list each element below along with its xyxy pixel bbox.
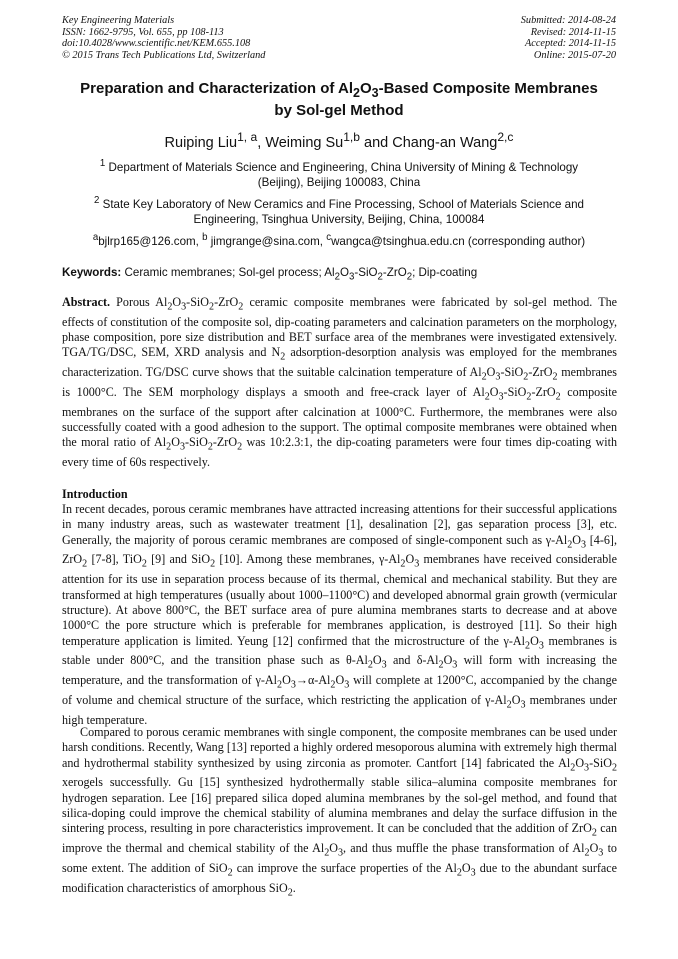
body-text: [10]. Among these membranes, γ-Al: [215, 552, 401, 567]
body-text: [4-6], ZrO: [62, 532, 617, 567]
keywords-text: -ZrO: [382, 266, 407, 279]
email-link[interactable]: bjlrp165@126.com,: [98, 234, 203, 248]
subscript: 2: [330, 679, 336, 691]
subscript: 2: [591, 827, 597, 839]
abstract-text: -ZrO: [212, 435, 238, 450]
keywords-label: Keywords:: [62, 266, 122, 279]
body-text: will form with increasing the temperature, and the transformation of γ-Al: [62, 653, 617, 688]
keywords-text: O: [339, 266, 349, 279]
subscript: 3: [348, 271, 355, 283]
abstract-text: -SiO: [184, 435, 208, 450]
subscript: 3: [538, 639, 544, 651]
body-text: O: [461, 860, 471, 875]
body-text: O: [372, 653, 382, 668]
abstract-text: O: [172, 295, 182, 309]
subscript: 2: [167, 301, 173, 313]
subscript: 2: [82, 558, 88, 570]
abstract-text: -SiO: [186, 295, 210, 309]
body-text: O: [405, 552, 415, 567]
author-name: Ruiping Liu: [164, 134, 238, 151]
introduction-paragraph-2: [62, 725, 617, 900]
subscript: 3: [452, 659, 458, 671]
subscript: 2: [523, 371, 529, 383]
abstract-label: Abstract.: [62, 295, 111, 309]
journal-name: Key Engineering Materials: [62, 15, 175, 26]
abstract-text: ceramic composite membranes were fabricated by sol-gel method. The effects of constitution of the composite sol, dip-coating parameters and calcination parameters on the morphology, phase composition, pore size distribution and BET surface area of the membranes were investigated extensively. TGA/TG/DSC, SEM, XRD analysis and N: [62, 295, 617, 360]
abstract-text: O: [486, 365, 496, 380]
abstract-text: composite membranes on the surface of the support after calcination at 1000°C. Furthermore, the membranes were also successfully coated with a good adhesion to the support. The optimal composite membranes were obtained when the moral ratio of Al: [62, 384, 617, 450]
subscript: 3: [381, 659, 387, 671]
abstract-text: -SiO: [500, 365, 524, 380]
issn: ISSN: 1662-9795, Vol. 655, pp 108-113: [62, 26, 224, 38]
affiliation-text: (Beijing), Beijing 100083, China: [257, 175, 421, 189]
subscript: 2: [209, 301, 215, 313]
email-link[interactable]: wangca@tsinghua.edu.cn (corresponding author): [331, 234, 586, 248]
title-subscript: 3: [371, 86, 379, 100]
subscript: 2: [567, 539, 573, 551]
body-text: →α-Al: [295, 673, 331, 688]
subscript: 2: [367, 659, 373, 671]
subscript: 3: [179, 441, 185, 453]
title-text: Preparation and Characterization of Al: [80, 80, 353, 97]
affiliation-text: Engineering, Tsinghua University, Beijing, China, 100084: [193, 212, 485, 226]
abstract: [62, 295, 617, 470]
email-list: [66, 230, 612, 249]
title-subscript: 2: [353, 86, 360, 100]
subscript: 3: [470, 867, 476, 879]
subscript: 3: [414, 558, 420, 570]
body-text: O: [589, 841, 599, 856]
abstract-text: was 10:2.3:1, the dip-coating parameters were four times dip-coating with every time of 60s respectively.: [62, 435, 617, 470]
revised-date: Revised: 2014-11-15: [530, 26, 616, 38]
title-text: O: [359, 80, 372, 97]
body-text: -SiO: [589, 755, 612, 770]
subscript: 3: [181, 301, 187, 313]
affiliation-number: 2: [94, 195, 100, 206]
body-text: Compared to porous ceramic membranes with single component, the composite membranes can be used under harsh conditions. Recently, Wang [13] reported a highly ordered mesoporous alumina with extremely high thermal and hydrothermal stability synthesized by using zirconia as promoter. Cantfort [14] fabricated the Al: [62, 725, 617, 770]
subscript: 3: [584, 762, 590, 774]
subscript: 2: [238, 301, 244, 313]
doi[interactable]: doi:10.4028/www.scientific.net/KEM.655.108: [62, 38, 251, 50]
author-separator: and: [360, 134, 393, 151]
author-name: Chang-an Wang: [392, 134, 498, 151]
abstract-text: -SiO: [503, 384, 527, 399]
body-text: [7-8], TiO: [87, 552, 142, 567]
body-text: can improve the thermal and chemical stability of the Al: [62, 821, 617, 856]
subscript: 2: [484, 391, 490, 403]
subscript: 2: [141, 558, 147, 570]
accepted-date: Accepted: 2014-11-15: [524, 38, 616, 50]
subscript: 2: [400, 558, 406, 570]
subscript: 3: [520, 699, 526, 711]
keywords-text: Ceramic membranes; Sol-gel process; Al: [121, 266, 335, 279]
subscript: 2: [525, 639, 531, 651]
body-text: O: [335, 673, 345, 688]
subscript: 3: [344, 679, 350, 691]
subscript: 2: [324, 847, 330, 859]
subscript: 2: [570, 762, 576, 774]
body-text: to some extent. The addition of SiO: [62, 841, 617, 875]
body-text: will complete at 1200°C, accompanied by the change of volume and chemical structure of the surface, which restricting the application of γ-Al: [62, 673, 617, 707]
subscript: 2: [334, 271, 340, 283]
subscript: 2: [406, 271, 413, 283]
body-text: and δ-Al: [386, 653, 439, 668]
body-text: can improve the surface properties of the Al: [232, 860, 457, 875]
body-text: O: [282, 673, 291, 688]
affiliation-text: Department of Materials Science and Engineering, China University of Mining & Technology: [105, 160, 579, 174]
keywords-text: -SiO: [354, 266, 378, 279]
body-text: O: [530, 633, 539, 648]
subscript: 2: [506, 699, 512, 711]
body-text: xerogels successfully. Gu [15] synthesized hydrothermally stable silica–alumina composite membranes for hydrogen separation. Lee [16] prepared silica doped alumina membranes by the sol-gel method, and found that silica-doping could improve the chemical stability of alumina membranes and delay the surface diffusion in the sintering process, resulting in pore characteristics improvement. It can be concluded that the addition of ZrO: [62, 775, 617, 836]
email-superscript: c: [326, 232, 332, 243]
subscript: 2: [611, 762, 617, 774]
author-list: [40, 128, 638, 152]
body-text: membranes under high temperature.: [62, 692, 617, 727]
email-link[interactable]: jimgrange@sina.com,: [207, 234, 327, 248]
subscript: 2: [555, 391, 561, 403]
title-text: -Based Composite Membranes: [378, 80, 598, 97]
subscript: 2: [277, 679, 283, 691]
section-heading-introduction: Introduction: [62, 487, 128, 501]
body-text: O: [443, 653, 453, 668]
author-superscript: 1,b: [343, 130, 361, 144]
abstract-text: Porous Al: [110, 295, 168, 309]
author-name: Weiming Su: [265, 134, 344, 151]
abstract-text: -ZrO: [528, 365, 553, 380]
author-superscript: 2,c: [497, 130, 514, 144]
subscript: 2: [456, 867, 462, 879]
paper-title: [40, 80, 638, 120]
body-text: membranes is stable under 800°C, and the transition phase such as θ-Al: [62, 633, 618, 668]
online-date: Online: 2015-07-20: [533, 49, 616, 61]
body-text: O: [572, 532, 582, 547]
author-separator: ,: [257, 134, 266, 151]
header-right: [521, 15, 616, 61]
copyright: © 2015 Trans Tech Publications Ltd, Switzerland: [62, 49, 266, 61]
subscript: 2: [287, 887, 293, 899]
affiliation-1: [66, 156, 612, 190]
subscript: 3: [598, 847, 604, 859]
subscript: 3: [337, 847, 344, 859]
subscript: 2: [207, 441, 213, 453]
body-text: membranes have received considerable attention for its use in separation process because of its thermal, chemical and mechanical stability. But they are transformed at high temperatures (usually about 1000–1100°C) and developed abnormal grain growth (vermicular structure). At above 800°C, the BET surface area of pure alumina membranes starts to decrease and at above 1000°C the pore structure which is preferable for membranes application, is destroyed [11]. So their high temperature application is limited. Yeung [12] confirmed that the microstructure of the γ-Al: [62, 552, 618, 648]
body-text: due to the abundant surface modification characteristics of amorphous SiO: [62, 860, 617, 895]
subscript: 2: [526, 391, 532, 403]
affiliation-number: 1: [99, 158, 106, 169]
header-left: [62, 15, 265, 61]
author-superscript: 1, a: [237, 130, 258, 144]
body-text: In recent decades, porous ceramic membranes have attracted increasing attentions for their successful applications in many industry areas, such as wastewater treatment [1], desalination [2], gas separation process [3], etc. Generally, the majority of porous ceramic membranes are composed of single-component such as γ-Al: [62, 502, 617, 547]
body-text: O: [329, 841, 338, 856]
keywords: [62, 265, 617, 284]
subscript: 2: [210, 558, 216, 570]
body-text: .: [292, 880, 296, 895]
keywords-text: ; Dip-coating: [412, 266, 478, 279]
body-text: O: [575, 755, 585, 770]
subscript: 2: [237, 441, 243, 453]
subscript: 2: [377, 271, 383, 283]
introduction-paragraph-1: [62, 502, 617, 728]
subscript: 2: [552, 371, 558, 383]
email-superscript: a: [92, 232, 99, 243]
subscript: 2: [481, 371, 487, 383]
abstract-text: adsorption-desorption analysis was employed for the membranes characterization. TG/DSC curve shows that the suitable calcination temperature of Al: [62, 345, 617, 380]
abstract-text: O: [489, 384, 499, 399]
subscript: 2: [227, 867, 233, 879]
submitted-date: Submitted: 2014-08-24: [520, 15, 616, 26]
abstract-text: O: [171, 435, 180, 450]
email-superscript: b: [202, 232, 208, 243]
affiliation-text: State Key Laboratory of New Ceramics and Fine Processing, School of Materials Science and: [99, 197, 584, 211]
body-text: , and thus muffle the phase transformation of Al: [343, 841, 585, 856]
abstract-text: -ZrO: [531, 384, 556, 399]
body-text: O: [511, 692, 521, 707]
subscript: 2: [584, 847, 590, 859]
abstract-text: -ZrO: [214, 295, 239, 309]
subscript: 2: [280, 351, 286, 363]
subscript: 3: [581, 539, 587, 551]
abstract-text: membranes is 1000°C. The SEM morphology displays a smooth and free-crack layer of Al: [62, 365, 617, 399]
subscript: 3: [495, 371, 501, 383]
body-text: [9] and SiO: [146, 552, 211, 567]
title-line2: by Sol-gel Method: [274, 102, 404, 119]
subscript: 2: [438, 659, 444, 671]
subscript: 3: [498, 391, 504, 403]
subscript: 2: [166, 441, 172, 453]
subscript: 3: [290, 679, 296, 691]
affiliation-2: [66, 193, 612, 227]
